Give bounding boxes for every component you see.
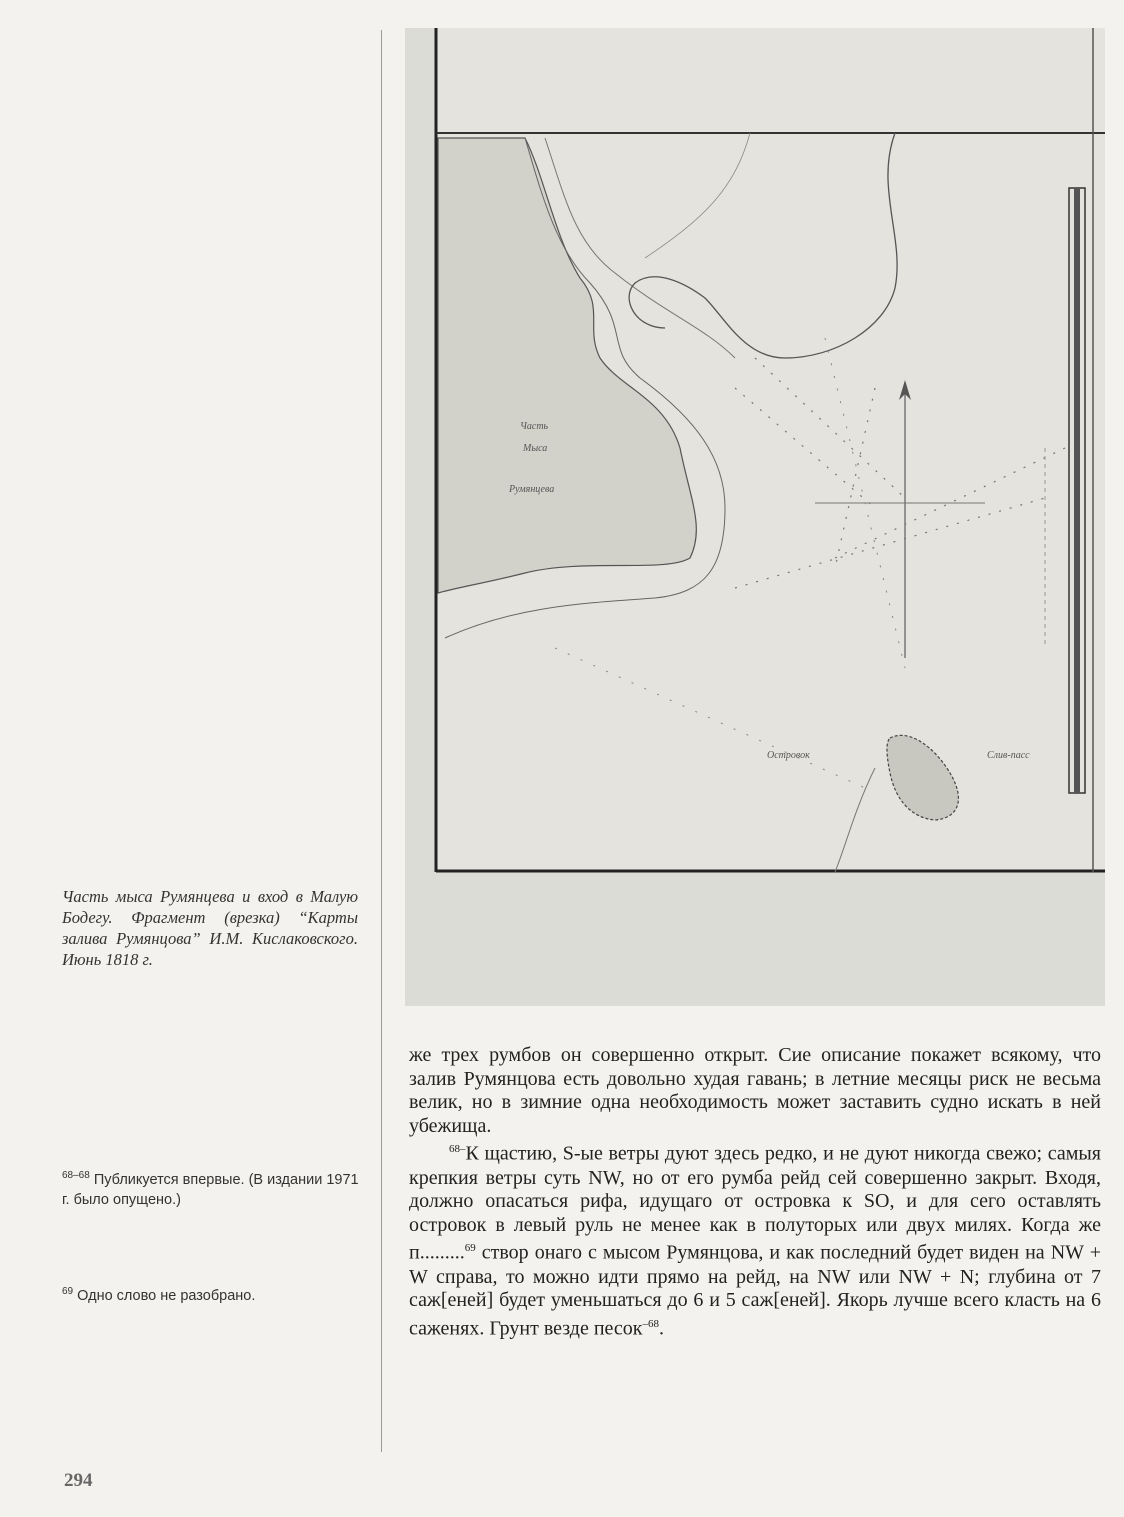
footnote-ref-69: 69 — [464, 1242, 476, 1255]
map-figure — [405, 28, 1105, 1006]
footnote-68 — [62, 1166, 362, 1210]
paragraph-1: же трех румбов он совершенно открыт. Сие описание покажет всякому, что залив Румянцова есть довольно худая гавань; в летние месяцы риск не весьма велик, но в зимние одна необходимость может заставить судно искать в ней убежища. — [409, 1044, 1101, 1137]
body-text — [409, 1044, 1101, 1341]
paragraph-2-end: . — [659, 1317, 665, 1340]
footnote-marker: 69 — [62, 1286, 74, 1297]
map-label-cape: Мыса — [523, 443, 548, 454]
footnote-69 — [62, 1282, 362, 1306]
map-illustration — [405, 28, 1105, 1006]
figure-caption: Часть мыса Румянцева и вход в Малую Бодегу. Фрагмент (врезка) “Карты залива Румянцова” И.М. Кислаковского. Июнь 1818 г. — [62, 887, 358, 969]
footnote-ref-68-start: 68– — [449, 1143, 466, 1156]
map-label-pass: Слив-пасс — [987, 750, 1030, 761]
paragraph-2-part-b: створ онаго с мысом Румянцова, и как последний будет виден на NW + W справа, то можно идти прямо на рейд, на NW или NW + N; глубина от 7 саж[еней] будет уменьшаться до 6 и 5 саж[еней]. Якорь лучше всего класть на 6 саженях. Грунт везде песок — [409, 1242, 1101, 1340]
footnote-marker: 68–68 — [62, 1170, 90, 1181]
paragraph-2-part-a: К щастию, S-ые ветры дуют здесь редко, и не дуют никогда свежо; самыя крепкия ветры суть NW, но от его румба рейд сей совершенно закрыт. Входя, должно опасаться рифа, идущаго от островка к SO, и для сего оставлять островок в левый руль не менее как в полуторых или двух милях. Когда же п......... — [409, 1143, 1101, 1265]
map-label-rumyantsev: Румянцева — [509, 484, 555, 495]
paragraph-2 — [409, 1138, 1101, 1341]
footnote-text: Одно слово не разобрано. — [73, 1287, 256, 1304]
footnote-text: Публикуется впервые. (В издании 1971 г. было опущено.) — [62, 1171, 359, 1208]
footnote-ref-68-end: –68 — [642, 1317, 660, 1330]
map-label-part: Часть — [520, 421, 549, 432]
column-divider — [381, 30, 382, 1452]
map-label-islet: Островок — [767, 750, 810, 761]
page-number: 294 — [64, 1470, 93, 1491]
